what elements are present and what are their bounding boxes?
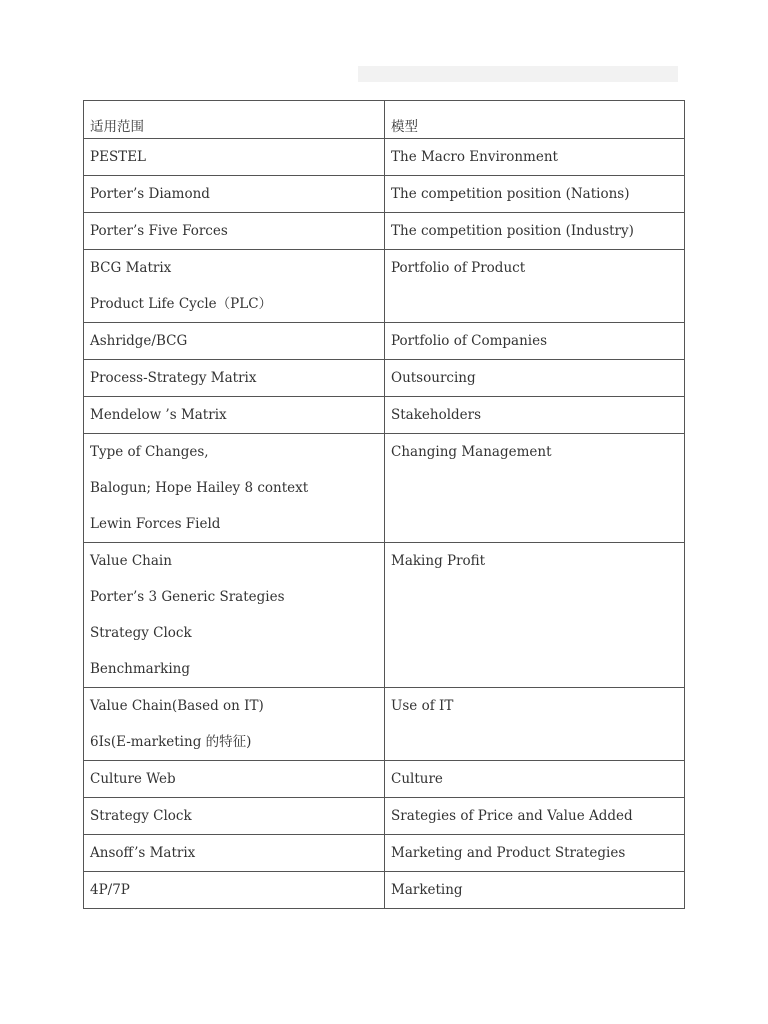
model-cell: [385, 543, 685, 688]
scope-cell: [84, 835, 385, 872]
scope-cell: [84, 872, 385, 909]
model-cell: [385, 323, 685, 360]
table-row: [84, 835, 685, 872]
model-cell: [385, 761, 685, 798]
scope-cell: [84, 139, 385, 176]
model-text: Marketing and Product Strategies: [391, 845, 626, 861]
scope-text: Strategy Clock: [90, 808, 192, 824]
scope-cell: [84, 397, 385, 434]
model-cell: [385, 434, 685, 543]
header-bar: [358, 66, 678, 82]
table-row: [84, 872, 685, 909]
model-text: The competition position (Industry): [391, 223, 634, 239]
model-text: Use of IT: [391, 698, 454, 714]
scope-cell: [84, 176, 385, 213]
model-cell: [385, 360, 685, 397]
scope-cell: [84, 213, 385, 250]
table-row: [84, 176, 685, 213]
model-cell: [385, 798, 685, 835]
scope-cell: [84, 250, 385, 323]
scope-cell: [84, 761, 385, 798]
scope-cell: [84, 798, 385, 835]
model-text: Marketing: [391, 882, 463, 898]
scope-text: Strategy Clock: [90, 625, 192, 641]
model-cell: [385, 397, 685, 434]
model-text: Making Profit: [391, 553, 486, 569]
scope-text: Ashridge/BCG: [90, 333, 188, 349]
scope-text: Process-Strategy Matrix: [90, 370, 257, 386]
model-text: The Macro Environment: [391, 149, 558, 165]
model-text: Culture: [391, 771, 443, 787]
scope-text: Lewin Forces Field: [90, 516, 221, 532]
models-table: [83, 100, 685, 909]
scope-text: BCG Matrix: [90, 260, 172, 276]
model-cell: [385, 176, 685, 213]
scope-cell: [84, 360, 385, 397]
table-row: [84, 360, 685, 397]
scope-text: PESTEL: [90, 149, 147, 165]
scope-text: Value Chain(Based on IT): [90, 698, 264, 714]
table-header-row: [84, 101, 685, 139]
scope-text: Product Life Cycle（PLC）: [90, 296, 273, 312]
model-cell: [385, 250, 685, 323]
table-row: [84, 688, 685, 761]
table-row: [84, 323, 685, 360]
scope-text: Value Chain: [90, 553, 172, 569]
header-model: 模型: [385, 101, 685, 139]
scope-cell: [84, 434, 385, 543]
model-text: Changing Management: [391, 444, 552, 460]
scope-cell: [84, 688, 385, 761]
scope-text: 4P/7P: [90, 882, 130, 898]
model-cell: [385, 835, 685, 872]
model-cell: [385, 213, 685, 250]
model-text: Stakeholders: [391, 407, 482, 423]
model-cell: [385, 872, 685, 909]
model-text: Outsourcing: [391, 370, 476, 386]
header-scope: 适用范围: [84, 101, 385, 139]
model-cell: [385, 688, 685, 761]
scope-text: Culture Web: [90, 771, 176, 787]
table-row: [84, 250, 685, 323]
table-row: [84, 139, 685, 176]
model-text: Srategies of Price and Value Added: [391, 808, 633, 824]
scope-cell: [84, 323, 385, 360]
table-row: [84, 798, 685, 835]
table-row: [84, 761, 685, 798]
scope-text: Benchmarking: [90, 661, 190, 677]
scope-text: Porter’s Five Forces: [90, 223, 228, 239]
scope-text: Porter’s 3 Generic Srategies: [90, 589, 285, 605]
table-row: [84, 213, 685, 250]
scope-text: Porter’s Diamond: [90, 186, 210, 202]
table-row: [84, 543, 685, 688]
scope-text: Mendelow ’s Matrix: [90, 407, 227, 423]
model-cell: [385, 139, 685, 176]
table-row: [84, 434, 685, 543]
scope-text: 6Is(E-marketing 的特征): [90, 734, 252, 750]
scope-text: Type of Changes,: [90, 444, 209, 460]
model-text: Portfolio of Product: [391, 260, 526, 276]
model-text: Portfolio of Companies: [391, 333, 548, 349]
scope-text: Balogun; Hope Hailey 8 context: [90, 480, 309, 496]
scope-text: Ansoff’s Matrix: [90, 845, 196, 861]
table-row: [84, 397, 685, 434]
scope-cell: [84, 543, 385, 688]
model-text: The competition position (Nations): [391, 186, 630, 202]
